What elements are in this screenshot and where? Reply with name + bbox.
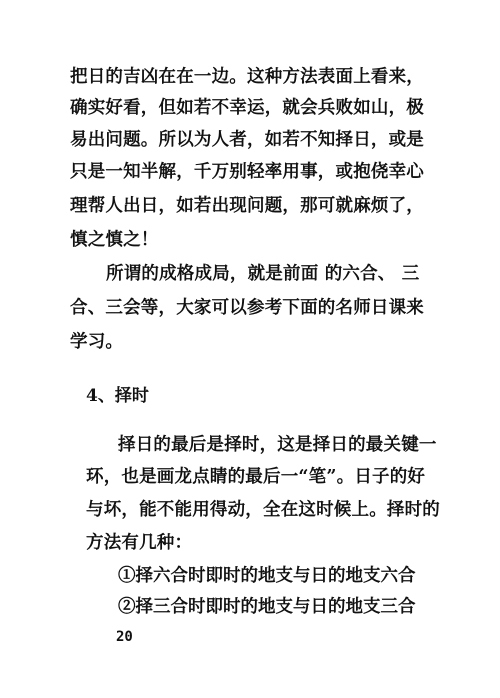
text-line: 合、三会等，大家可以参考下面的名师日课来 [70,298,424,318]
text-line: 易出问题。所以为人者，如若不知择日，或是 [70,130,424,150]
section-heading: 4、择时 [86,386,149,406]
text-line: 把日的吉凶在在一边。这种方法表面上看来， [70,67,424,87]
text-line: 确实好看，但如若不幸运，就会兵败如山，极 [70,98,424,118]
text-line: 所谓的成格成局，就是前面 的六合、 三 [106,264,420,284]
page-number: 20 [116,629,133,645]
text-line: 学习。 [70,332,124,352]
text-line: 环，也是画龙点睛的最后一“笔”。日子的好 [86,467,426,487]
text-line: 与坏，能不能用得动，全在这时候上。择时的 [86,500,440,520]
text-line: 理帮人出日，如若出现问题，那可就麻烦了， [70,196,424,216]
text-line: 择日的最后是择时，这是择日的最关键一 [118,435,437,455]
text-line: 慎之慎之！ [70,230,159,250]
text-line: 只是一知半解，千万别轻率用事，或抱侥幸心 [70,162,424,182]
text-line: 方法有几种： [86,533,193,553]
list-item: ①择六合时即时的地支与日的地支六合 [118,566,416,586]
list-item: ②择三合时即时的地支与日的地支三合 [118,597,416,617]
